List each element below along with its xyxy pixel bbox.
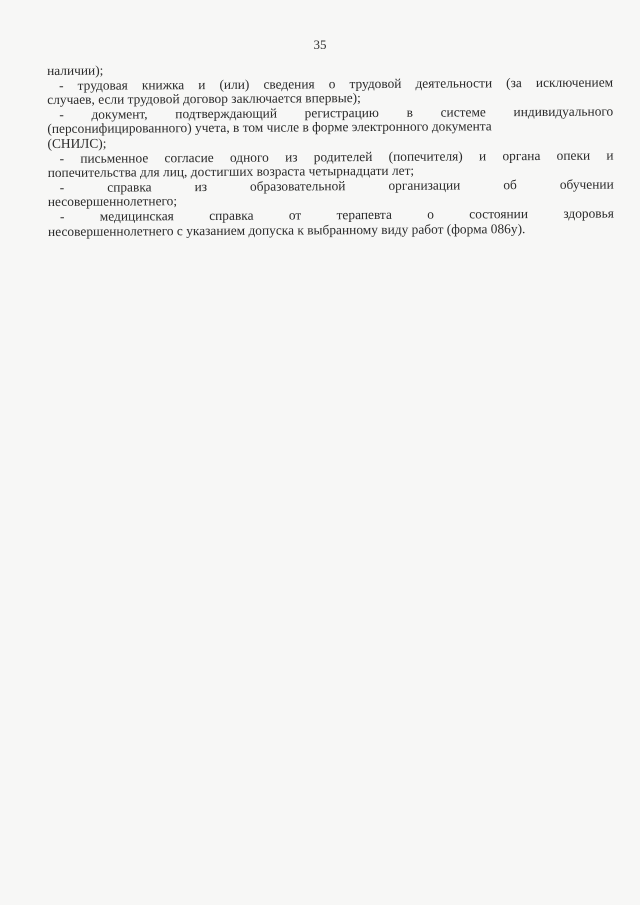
text-line-continuation: наличии); (46, 62, 104, 78)
list-item-snils-line1: - документ, подтверждающий регистрацию в системе индивидуального (59, 103, 614, 122)
list-item-employment-record-line1: - трудовая книжка и (или) сведения о трудовой деятельности (за исключением (59, 74, 614, 93)
list-item-snils-line2: (персонифицированного) учета, в том числе в форме электронного документа (47, 118, 492, 137)
list-item-snils-line3: (СНИЛС); (47, 135, 107, 151)
list-item-medical-certificate-line1: - медицинская справка от терапевта о состоянии здоровья (59, 205, 614, 224)
list-item-consent-line1: - письменное согласие одного из родителей (попечителя) и органа опеки и (59, 147, 614, 166)
list-item-employment-record-line2: случаев, если трудовой договор заключается впервые); (47, 90, 361, 108)
list-item-school-certificate-line1: - справка из образовательной организации об обучении (59, 176, 614, 195)
list-item-school-certificate-line2: несовершеннолетнего; (47, 193, 178, 210)
list-item-consent-line2: попечительства для лиц, достигших возраста четырнадцати лет; (47, 162, 415, 181)
list-item-medical-certificate-line2: несовершеннолетнего с указанием допуска к выбранному виду работ (форма 086у). (47, 220, 526, 239)
page-number: 35 (313, 37, 327, 52)
document-body (47, 61, 614, 240)
